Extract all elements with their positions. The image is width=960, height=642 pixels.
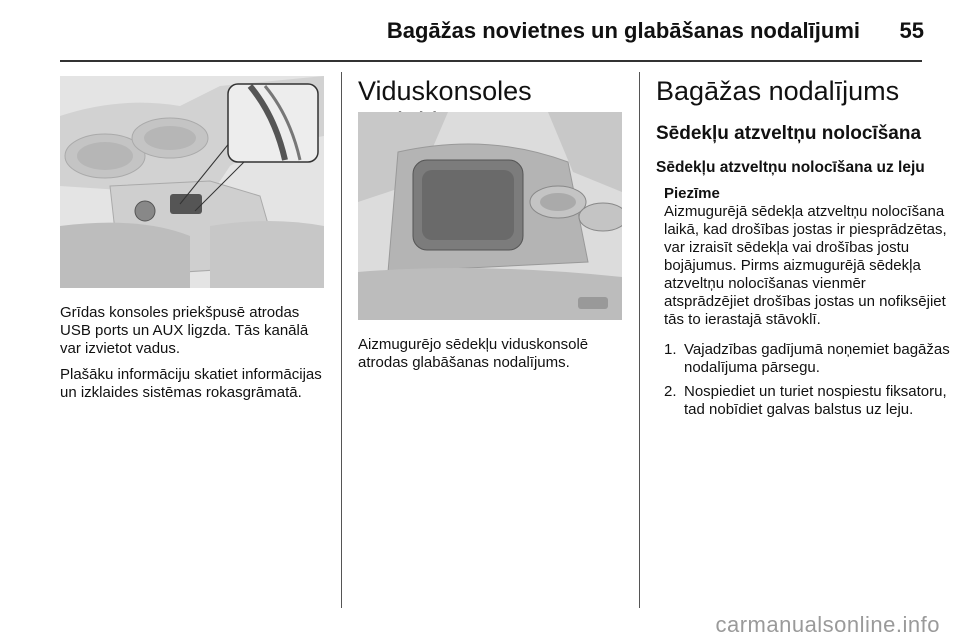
rear-console-illustration	[358, 112, 622, 320]
figure-usb-aux-console	[60, 76, 324, 288]
section-title-rear-console: Viduskonsoles	[358, 76, 532, 106]
note-block	[664, 185, 952, 329]
column-1-text	[60, 304, 330, 410]
steps-list	[664, 341, 952, 419]
watermark: carmanualsonline.info	[715, 612, 940, 637]
list-item	[664, 383, 952, 419]
paragraph-usb-aux: Grīdas konsoles priekšpusē atrodas USB ports un AUX ligzda. Tās kanālā var izvietot vadus.	[60, 304, 309, 357]
section-title-luggage: Bagāžas nodalījums	[656, 76, 900, 106]
note-label: Piezīme	[664, 185, 720, 202]
header-rule	[60, 60, 922, 62]
column-3	[656, 76, 952, 425]
figure-rear-console-storage	[358, 112, 622, 320]
list-item	[664, 341, 952, 377]
page-number: 55	[899, 18, 924, 43]
subsubhead-fold-down: Sēdekļu atzveltņu nolocīšana uz leju	[656, 159, 925, 176]
step-number: 2.	[664, 383, 677, 400]
step-number: 1.	[664, 341, 677, 358]
paragraph-rear-storage: Aizmugurējo sēdekļu viduskonsolē atrodas glabāšanas nodalījums.	[358, 336, 589, 371]
step-text: Vajadzības gadījumā noņemiet bagāžas nodalījuma pārsegu.	[684, 341, 950, 376]
note-text: Aizmugurējā sēdekļa atzveltņu nolocīšana laikā, kad drošības jostas ir piesprādzētas, var izraisīt sēdekļa vai drošības jostu bojājumus. Pirms aizmugurējā sēdekļa atzveltņu nolocīšanas vienmēr atsprādzējiet drošības jostas un nofiksējiet tās to ierastajā stāvoklī.	[664, 203, 947, 328]
paragraph-infotainment-ref: Plašāku informāciju skatiet informācijas un izklaides sistēmas rokasgrāmatā.	[60, 366, 322, 401]
column-2-text	[358, 336, 628, 380]
header-title: Bagāžas novietnes un glabāšanas nodalījumi	[386, 18, 860, 43]
console-illustration	[60, 76, 324, 288]
column-divider-1	[341, 72, 342, 608]
subhead-fold-seatbacks: Sēdekļu atzveltņu nolocīšana	[656, 123, 922, 144]
column-divider-2	[639, 72, 640, 608]
step-text: Nospiediet un turiet nospiestu fiksatoru, tad nobīdiet galvas balstus uz leju.	[684, 383, 947, 418]
